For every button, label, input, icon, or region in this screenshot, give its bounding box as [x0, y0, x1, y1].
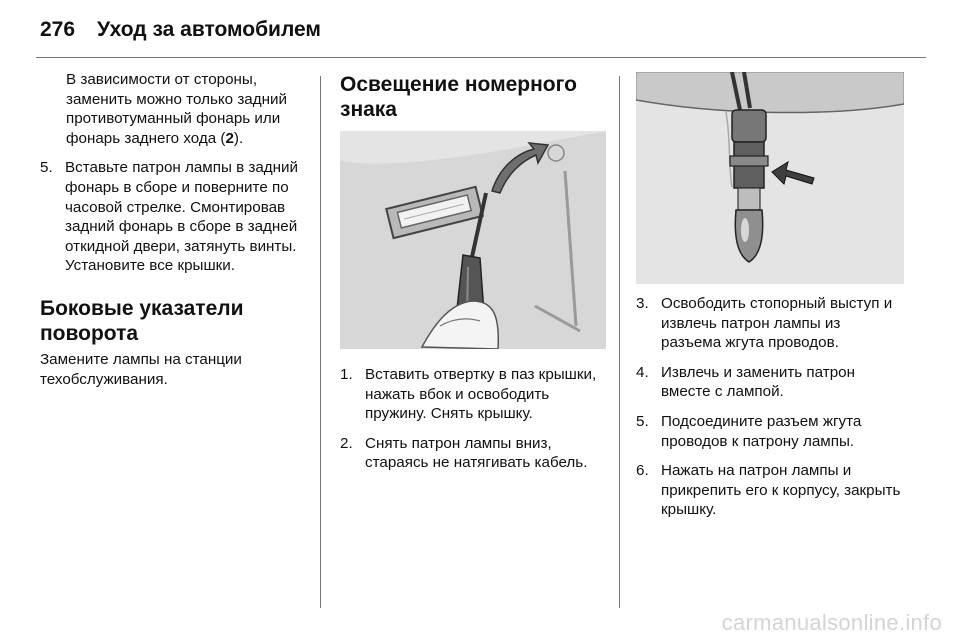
step-text: Нажать на патрон лампы и прикрепить его к корпусу, закрыть крышку. — [661, 462, 901, 519]
step-text: Вставить отвертку в паз крышки, нажать вбок и освободить пружину. Снять крышку. — [365, 366, 597, 423]
list-item — [340, 365, 606, 424]
bulb-socket-drawing — [636, 72, 904, 284]
column-right — [636, 72, 904, 520]
list-item — [636, 363, 904, 402]
step-text: Освободить стопорный выступ и извлечь патрон лампы из разъема жгута проводов. — [661, 295, 893, 352]
step-text: Извлечь и заменить патрон вместе с лампой. — [661, 363, 855, 401]
list-item — [636, 294, 904, 353]
section-heading-license-plate-light: Освещение номерного знака — [340, 73, 577, 121]
section-heading-turn-signals: Боковые указатели поворота — [40, 296, 244, 345]
step-number: 5. — [40, 159, 53, 177]
step-number: 3. — [636, 295, 649, 312]
list-item — [40, 158, 310, 276]
watermark: carmanualsonline.info — [721, 610, 942, 635]
header-rule — [36, 57, 926, 58]
list-item — [636, 412, 904, 451]
step-number: 1. — [340, 366, 353, 383]
column-middle — [340, 72, 606, 473]
page-title: Уход за автомобилем — [97, 18, 321, 41]
step-number: 6. — [636, 462, 649, 480]
turn-signals-paragraph: Замените лампы на станции техобслуживания. — [40, 350, 242, 388]
step-text: Вставьте патрон лампы в задний фонарь в сборе и поверните по часовой стрелке. Смонтировав задний фонарь в сборе в задней откидной двери, затянуть винты. Установите все крышки. — [65, 159, 299, 275]
bulb-socket-illustration — [636, 72, 904, 284]
step-text: Подсоедините разъем жгута проводов к патрону лампы. — [661, 412, 862, 450]
step-text: Снять патрон лампы вниз, стараясь не натягивать кабель. — [365, 434, 588, 472]
page-number: 276 — [40, 18, 76, 41]
figure-reference: 2 — [225, 129, 234, 147]
list-item — [636, 461, 904, 520]
step-number: 4. — [636, 363, 649, 381]
column-divider-left — [320, 76, 321, 608]
column-divider-right — [619, 76, 620, 608]
list-item — [340, 434, 606, 473]
step-number: 5. — [636, 412, 649, 430]
page-header — [40, 18, 321, 48]
screwdriver-cover-illustration — [340, 131, 606, 349]
column-left — [40, 70, 310, 389]
license-plate-light-illustration — [340, 131, 606, 349]
step-number: 2. — [340, 434, 353, 452]
intro-paragraph: В зависимости от стороны, заменить можно только задний противотуманный фонарь или фонарь заднего хода (2). — [66, 71, 287, 147]
